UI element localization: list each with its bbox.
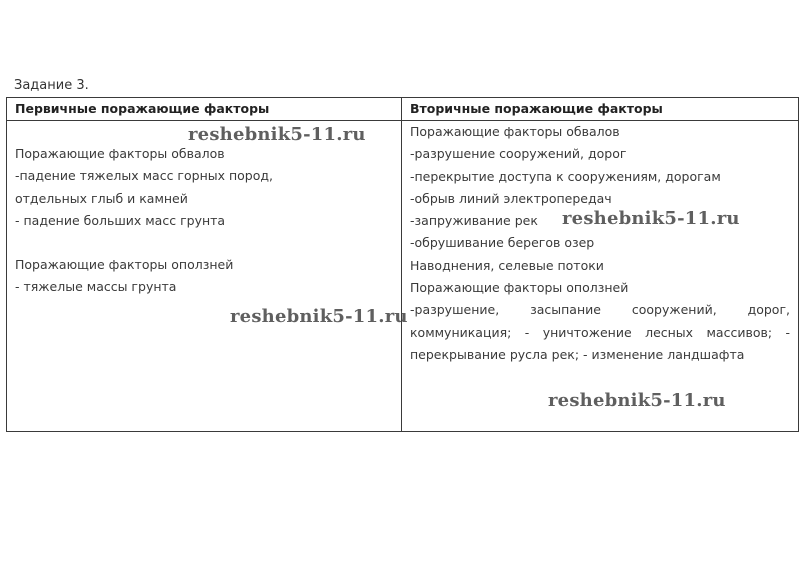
secondary-line: Поражающие факторы обвалов <box>410 124 620 139</box>
primary-factors-cell <box>7 121 402 432</box>
factors-table <box>6 97 799 432</box>
task-title: Задание 3. <box>14 78 89 93</box>
primary-line: Поражающие факторы оползней <box>15 257 234 273</box>
secondary-line: -обрыв линий электропередач <box>410 190 612 206</box>
header-secondary-factors: Вторичные поражающие факторы <box>402 98 799 121</box>
secondary-line: -запруживание рек <box>410 213 538 229</box>
secondary-line: Наводнения, селевые потоки <box>410 257 604 273</box>
table-row <box>7 121 799 432</box>
primary-line: отдельных глыб и камней <box>15 190 188 206</box>
secondary-line: -разрушение сооружений, дорог <box>410 146 627 162</box>
primary-line: -падение тяжелых масс горных пород, <box>15 168 274 184</box>
header-primary-factors: Первичные поражающие факторы <box>7 98 402 121</box>
table-header-row <box>7 98 799 121</box>
watermark-text: reshebnik5-11.ru <box>562 208 740 229</box>
secondary-paragraph: -разрушение, засыпание сооружений, дорог, коммуникация; - уничтожение лесных массивов; - перекрывание русла рек; - изменение ландшафта <box>410 302 790 362</box>
primary-line: - тяжелые массы грунта <box>15 279 177 295</box>
secondary-line: Поражающие факторы оползней <box>410 280 629 296</box>
watermark-text: reshebnik5-11.ru <box>230 306 408 327</box>
secondary-line: -обрушивание берегов озер <box>410 235 595 251</box>
primary-blank-line <box>15 232 393 254</box>
primary-line: Поражающие факторы обвалов <box>15 146 225 161</box>
secondary-line: -перекрытие доступа к сооружениям, дорогам <box>410 168 721 184</box>
watermark-text: reshebnik5-11.ru <box>548 390 726 411</box>
primary-line: - падение больших масс грунта <box>15 212 226 228</box>
watermark-text: reshebnik5-11.ru <box>188 124 366 145</box>
secondary-factors-cell <box>402 121 799 432</box>
